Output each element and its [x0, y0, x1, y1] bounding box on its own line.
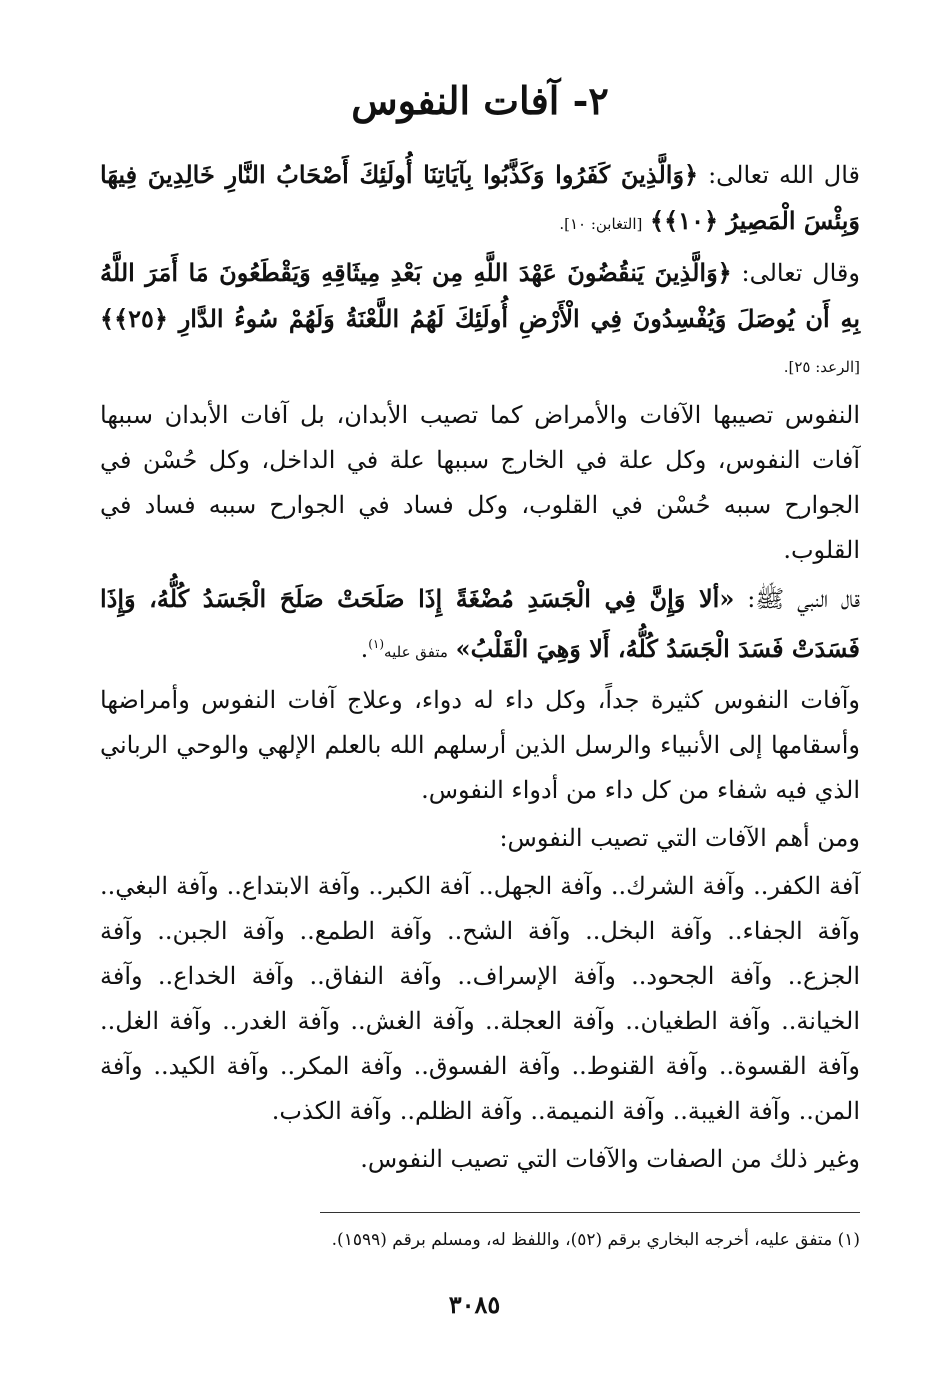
- quran-quote-1: [100, 152, 860, 247]
- page-number: ٣٠٨٥: [448, 1290, 501, 1319]
- quran-intro-2: وقال تعالى:: [741, 259, 860, 287]
- quran-quote-2: [100, 250, 860, 390]
- footnote-marker: (١): [368, 637, 385, 651]
- quran-intro-1: قال الله تعالى:: [708, 161, 860, 189]
- paragraph-1: النفوس تصيبها الآفات والأمراض كما تصيب الأبدان، بل آفات الأبدان سببها آفات النفوس، وكل علة في الخارج سببها علة في الداخل، وكل حُسْن في الجوارح سببه حُسْن في القلوب، وكل فساد في الجوارح سببه فساد في القلوب.: [100, 401, 860, 564]
- paragraph-3: ومن أهم الآفات التي تصيب النفوس:: [499, 824, 860, 852]
- page-title: ٢- آفات النفوس: [351, 78, 609, 123]
- footnote: (١) متفق عليه، أخرجه البخاري برقم (٥٢)، واللفظ له، ومسلم برقم (١٥٩٩).: [331, 1230, 860, 1250]
- quran-ref-2: [الرعد: ٢٥].: [783, 358, 860, 376]
- quran-verse-2: ﴿وَالَّذِينَ يَنقُضُونَ عَهْدَ اللَّهِ مِن بَعْدِ مِيثَاقِهِ وَيَقْطَعُونَ مَا أَمَرَ اللَّهُ بِهِ أَن يُوصَلَ وَيُفْسِدُونَ فِي الْأَرْضِ أُولَئِكَ لَهُمُ اللَّعْنَةُ وَلَهُمْ سُوءُ الدَّارِ ﴿٢٥﴾﴾: [100, 258, 860, 333]
- hadith-ref: متفق عليه: [384, 643, 448, 661]
- hadith-text: «ألا وَإِنَّ فِي الْجَسَدِ مُضْغَةً إِذَا صَلَحَتْ صَلَحَ الْجَسَدُ كُلُّهُ، وَإِذَا فَسَدَتْ فَسَدَ الْجَسَدُ كُلُّهُ، أَلا وَهِيَ الْقَلْبُ»: [100, 584, 860, 663]
- paragraph-4: آفة الكفر.. وآفة الشرك.. وآفة الجهل.. آفة الكبر.. وآفة الابتداع.. وآفة البغي.. وآفة الجفاء.. وآفة البخل.. وآفة الشح.. وآفة الطمع.. وآفة الجبن.. وآفة الجزع.. وآفة الجحود.. وآفة الإسراف.. وآفة النفاق.. وآفة الخداع.. وآفة الخيانة.. وآفة الطغيان.. وآفة العجلة.. وآفة الغش.. وآفة الغدر.. وآفة الغل.. وآفة القسوة.. وآفة القنوط.. وآفة الفسوق.. وآفة المكر.. وآفة الكيد.. وآفة المن.. وآفة الغيبة.. وآفة النميمة.. وآفة الظلم.. وآفة الكذب.: [100, 872, 861, 1125]
- paragraph-5: وغير ذلك من الصفات والآفات التي تصيب النفوس.: [360, 1145, 860, 1173]
- paragraph-2: وآفات النفوس كثيرة جداً، وكل داء له دواء، وعلاج آفات النفوس وأمراضها وأسقامها إلى الأنبياء والرسل الذين أرسلهم الله بالعلم الإلهي والوحي الرباني الذي فيه شفاء من كل داء من أدواء النفوس.: [100, 686, 860, 804]
- page-body: [100, 64, 860, 1185]
- hadith-intro: قال النبي ﷺ:: [747, 585, 861, 613]
- quran-verse-1: ﴿وَالَّذِينَ كَفَرُوا وَكَذَّبُوا بِآيَاتِنَا أُولَئِكَ أَصْحَابُ النَّارِ خَالِدِينَ فِيهَا وَبِئْسَ الْمَصِيرُ ﴿١٠﴾﴾: [100, 160, 860, 235]
- quran-ref-1: [التغابن: ١٠].: [559, 215, 643, 233]
- footnote-divider: [320, 1212, 860, 1213]
- hadith-quote: قال النبي ﷺ: «ألا وَإِنَّ فِي الْجَسَدِ مُضْغَةً إِذَا صَلَحَتْ صَلَحَ الْجَسَدُ كُلُّهُ، وَإِذَا فَسَدَتْ فَسَدَ الْجَسَدُ كُلُّهُ، أَلا وَهِيَ الْقَلْبُ» متفق عليه$^{(١)}$.: [100, 584, 861, 663]
